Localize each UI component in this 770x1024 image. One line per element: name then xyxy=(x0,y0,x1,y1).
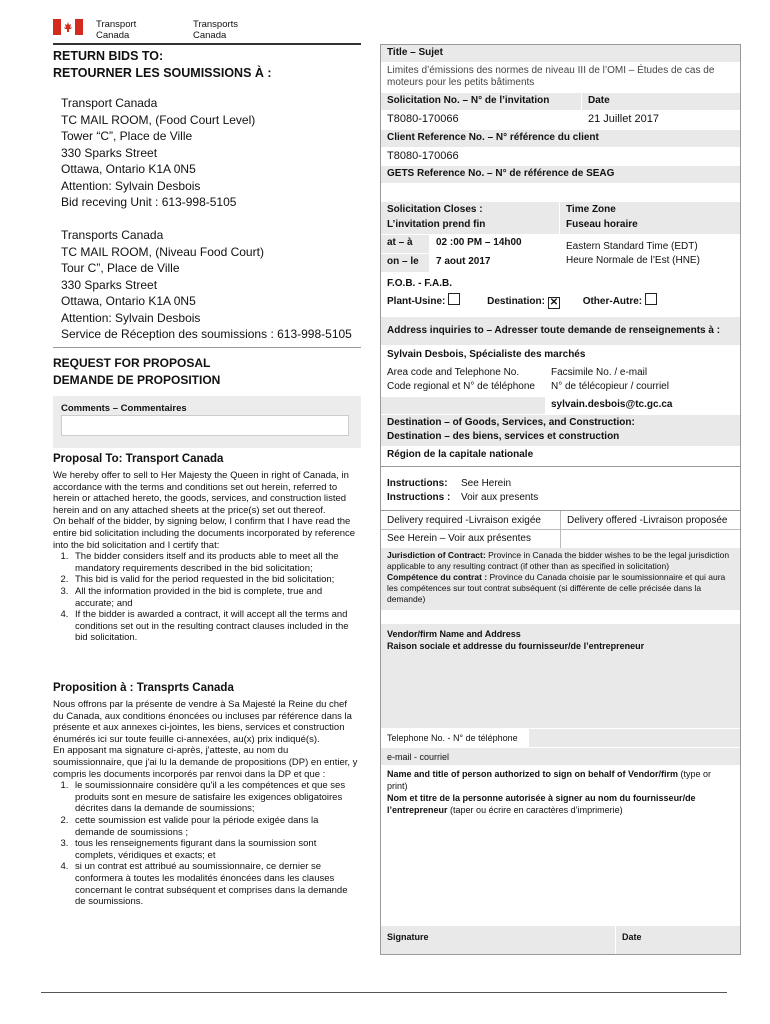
dept-fr-line1: Transports xyxy=(193,19,239,30)
other-checkbox[interactable] xyxy=(645,293,657,305)
authorized-person-section[interactable] xyxy=(381,766,740,926)
title-value: Limites d’émissions des normes de niveau III de l’OMI – Études de cas de moteurs pour les petits bâtiments xyxy=(387,65,715,88)
phone-value xyxy=(381,397,545,414)
list-item: 3. tous les renseignements figurant dans la soumission sont complets, véridiques et exacts; et xyxy=(71,838,358,861)
jurisdiction-label-fr: Compétence du contrat : xyxy=(387,572,488,582)
proposal-fr-list xyxy=(53,780,358,908)
jurisdiction-field[interactable] xyxy=(381,611,740,624)
closes-label-en: Solicitation Closes : xyxy=(387,204,483,215)
fob-section xyxy=(381,276,740,314)
address-line: 330 Sparks Street xyxy=(61,277,158,292)
proposal-en-title: Proposal To: Transport Canada xyxy=(53,453,224,465)
list-item: 1. le soumissionnaire considère qu'il a les compétences et que ses produits sont en mesure de satisfaire les exigences obligatoires décrites dans la demande de soumissions; xyxy=(71,780,358,815)
address-line: TC MAIL ROOM, (Food Court Level) xyxy=(61,112,256,127)
plant-checkbox[interactable] xyxy=(448,293,460,305)
jurisdiction-text-fr: Province du Canada choisie par le soumissionnaire et qui aura les compétences sur tout contrat subséquent (si différente de celle précisée dans la demande) xyxy=(387,572,726,604)
delivery-offered-label: Delivery offered -Livraison proposée xyxy=(560,511,740,529)
tz-label-en: Time Zone xyxy=(566,204,616,215)
list-item: 1. The bidder considers itself and its products able to meet all the mandatory requirements described in the bid solicitation; xyxy=(71,551,358,574)
delivery-required-value: See Herein – Voir aux présentes xyxy=(387,533,531,544)
address-line: Transports Canada xyxy=(61,228,164,242)
address-line: Attention: Sylvain Desbois xyxy=(61,178,201,193)
address-line: Transport Canada xyxy=(61,96,158,110)
on-label: on – le xyxy=(381,254,429,272)
canada-flag-icon xyxy=(53,19,83,35)
contact-email[interactable]: sylvain.desbois@tc.gc.ca xyxy=(551,399,673,410)
header-rule xyxy=(53,43,361,45)
instructions xyxy=(381,475,740,505)
closes-label-fr: L’invitation prend fin xyxy=(387,219,486,230)
list-item: 4. si un contrat est attribué au soumissionnaire, ce dernier se conformera à toutes les modalités énoncées dans les clauses concernant le contrat subséquent et comprises dans la demande de soumissions. xyxy=(71,861,358,907)
address-line: Tower “C”, Place de Ville xyxy=(61,129,193,143)
vendor-section[interactable] xyxy=(381,624,740,728)
date-label: Date xyxy=(582,93,740,110)
title-label: Title – Sujet xyxy=(381,45,740,62)
address-line: Bid receving Unit : 613-998-5105 xyxy=(61,195,237,209)
instructions-value-en: See Herein xyxy=(461,478,512,489)
delivery-offered-value[interactable] xyxy=(560,530,741,548)
address-line: Attention: Sylvain Desbois xyxy=(61,310,201,325)
return-address-en xyxy=(61,95,255,211)
proposal-en-para2: On behalf of the bidder, by signing below, I confirm that I have read the entire bid solicitation including the documents incorporated by reference into the bid solicitation and I certify that: xyxy=(53,516,356,551)
timezone-value xyxy=(560,238,740,272)
fax-label-fr: N° de télécopieur / courriel xyxy=(551,381,669,392)
return-bids-title-fr: RETOURNER LES SOUMISSIONS À : xyxy=(53,66,272,80)
address-line: Ottawa, Ontario K1A 0N5 xyxy=(61,294,196,308)
client-ref-value: T8080-170066 xyxy=(387,150,459,162)
list-item: 2. This bid is valid for the period requested in the bid solicitation; xyxy=(71,574,358,586)
address-line: 330 Sparks Street xyxy=(61,145,158,160)
plant-label: Plant-Usine: xyxy=(387,296,446,307)
list-item: 3. All the information provided in the bid is complete, true and accurate; and xyxy=(71,586,358,609)
at-value: 02 :00 PM – 14h00 xyxy=(436,237,522,248)
address-inquiries-label: Address inquiries to – Adresser toute demande de renseignements à : xyxy=(381,317,740,345)
proposal-fr-para1: Nous offrons par la présente de vendre à Sa Majesté la Reine du chef du Canada, aux conditions énoncées ou incluses par référence dans la présente et aux annexes ci-jointes, les biens, services et construction énumérés ici sur toute feuille ci-annexées, au(x) prix indiqué(s). xyxy=(53,699,352,745)
dept-en-line2: Canada xyxy=(96,30,130,41)
authorized-label-en: Name and title of person authorized to sign on behalf of Vendor/firm xyxy=(387,769,679,779)
authorized-label-fr: Nom et titre de la personne autorisée à signer au nom du fournisseur/de l’entrepreneur xyxy=(387,793,696,815)
fob-label: F.O.B. - F.A.B. xyxy=(387,278,452,289)
address-line: Tour C”, Place de Ville xyxy=(61,261,180,275)
vendor-telephone-label: Telephone No. - N° de téléphone xyxy=(387,733,518,743)
list-item: 2. cette soumission est valide pour la période exigée dans la demande de soumissions ; xyxy=(71,815,358,838)
fax-label-en: Facsimile No. / e-mail xyxy=(551,367,648,378)
vendor-email-label[interactable]: e-mail - courriel xyxy=(381,748,740,765)
authorized-note-fr: (taper ou écrire en caractères d’imprimerie) xyxy=(450,805,623,815)
destination-goods-fr: Destination – des biens, services et construction xyxy=(387,431,620,442)
proposal-fr xyxy=(53,680,358,908)
signature-date-label: Date xyxy=(622,932,642,942)
jurisdiction-section xyxy=(381,548,740,610)
return-address-fr xyxy=(61,227,352,343)
return-bids-title xyxy=(53,48,272,82)
comments-section xyxy=(53,396,361,448)
rfp-title-en: REQUEST FOR PROPOSAL xyxy=(53,356,211,370)
timezone-label xyxy=(560,202,740,234)
phone-label-fr: Code regional et N° de téléphone xyxy=(387,381,535,392)
proposal-fr-para2: En apposant ma signature ci-après, j'atteste, au nom du soumissionnaire, que j'ai lu la demande de propositions (DP) en entier, y compris les documents incorporés par renvoi dans la DP et que : xyxy=(53,745,358,780)
dept-en-line1: Transport xyxy=(96,19,137,30)
phone-label xyxy=(381,364,545,396)
instructions-label-en: Instructions: xyxy=(387,478,448,489)
date-value: 21 Juillet 2017 xyxy=(588,113,659,125)
destination-goods-en: Destination – of Goods, Services, and Construction: xyxy=(387,417,635,428)
destination-label: Destination: xyxy=(487,296,545,307)
comments-field[interactable] xyxy=(61,415,349,436)
closes-label xyxy=(381,202,559,234)
return-bids-title-en: RETURN BIDS TO: xyxy=(53,49,164,63)
vendor-label-fr: Raison sociale et addresse du fournisseur/de l’entrepreneur xyxy=(387,641,645,651)
proposal-en-list xyxy=(53,551,358,644)
gets-ref-value xyxy=(381,183,740,201)
comments-label: Comments – Commentaires xyxy=(61,403,187,414)
rfp-title-fr: DEMANDE DE PROPOSITION xyxy=(53,373,221,387)
form-divider xyxy=(380,466,741,467)
solicitation-no-label: Solicitation No. – N° de l’invitation xyxy=(381,93,581,110)
authorized-note-en: (type or print) xyxy=(387,769,712,791)
proposal-en xyxy=(53,451,358,644)
vendor-telephone-field[interactable] xyxy=(529,729,740,747)
proposal-en-para1: We hereby offer to sell to Her Majesty the Queen in right of Canada, in accordance with the terms and conditions set out herein, referred to herein or attached hereto, the goods, services, and construction listed herein and on any attached sheets at the price(s) set out thereof. xyxy=(53,470,349,516)
solicitation-no-value: T8080-170066 xyxy=(387,113,459,125)
fax-label xyxy=(545,364,740,396)
phone-label-en: Area code and Telephone No. xyxy=(387,367,520,378)
footer-rule xyxy=(41,992,727,993)
vendor-label-en: Vendor/firm Name and Address xyxy=(387,629,521,639)
on-value: 7 aout 2017 xyxy=(436,256,491,267)
tz-label-fr: Fuseau horaire xyxy=(566,219,638,230)
other-label: Other-Autre: xyxy=(582,296,643,307)
destination-checkbox[interactable]: ✕ xyxy=(549,297,559,308)
address-line: TC MAIL ROOM, (Niveau Food Court) xyxy=(61,244,264,259)
address-line: Service de Réception des soumissions : 613-998-5105 xyxy=(61,327,352,341)
signature-label: Signature xyxy=(387,932,429,942)
delivery-required-label: Delivery required -Livraison exigée xyxy=(387,515,541,526)
jurisdiction-label-en: Jurisdiction of Contract: xyxy=(387,550,486,560)
section-divider xyxy=(53,347,361,348)
jurisdiction-text-en: Province in Canada the bidder wishes to be the legal jurisdiction applicable to any resulting contract (if other than as specified in solicitation) xyxy=(387,550,730,571)
tz-value-en: Eastern Standard Time (EDT) xyxy=(566,241,698,252)
proposal-fr-title: Proposition à : Transprts Canada xyxy=(53,682,234,694)
at-label: at – à xyxy=(381,235,429,253)
dept-fr-line2: Canada xyxy=(193,30,227,41)
contact-name: Sylvain Desbois, Spécialiste des marchés xyxy=(387,349,586,360)
instructions-label-fr: Instructions : xyxy=(387,492,451,503)
list-item: 4. If the bidder is awarded a contract, it will accept all the terms and conditions set out in the resulting contract clauses included in the bid solicitation. xyxy=(71,609,358,644)
signature-date-field[interactable] xyxy=(616,926,740,954)
dept-name-en xyxy=(96,19,136,41)
destination-goods-label xyxy=(381,415,740,446)
rfp-title xyxy=(53,355,220,389)
destination-region: Région de la capitale nationale xyxy=(387,449,534,460)
dept-name-fr xyxy=(193,19,238,41)
signature-field[interactable] xyxy=(381,926,615,954)
instructions-value-fr: Voir aux presents xyxy=(461,492,539,503)
client-ref-label: Client Reference No. – N° référence du client xyxy=(381,130,740,147)
address-line: Ottawa, Ontario K1A 0N5 xyxy=(61,162,196,176)
tz-value-fr: Heure Normale de l’Est (HNE) xyxy=(566,255,700,266)
gets-ref-label: GETS Reference No. – N° de référence de SEAG xyxy=(381,166,740,183)
